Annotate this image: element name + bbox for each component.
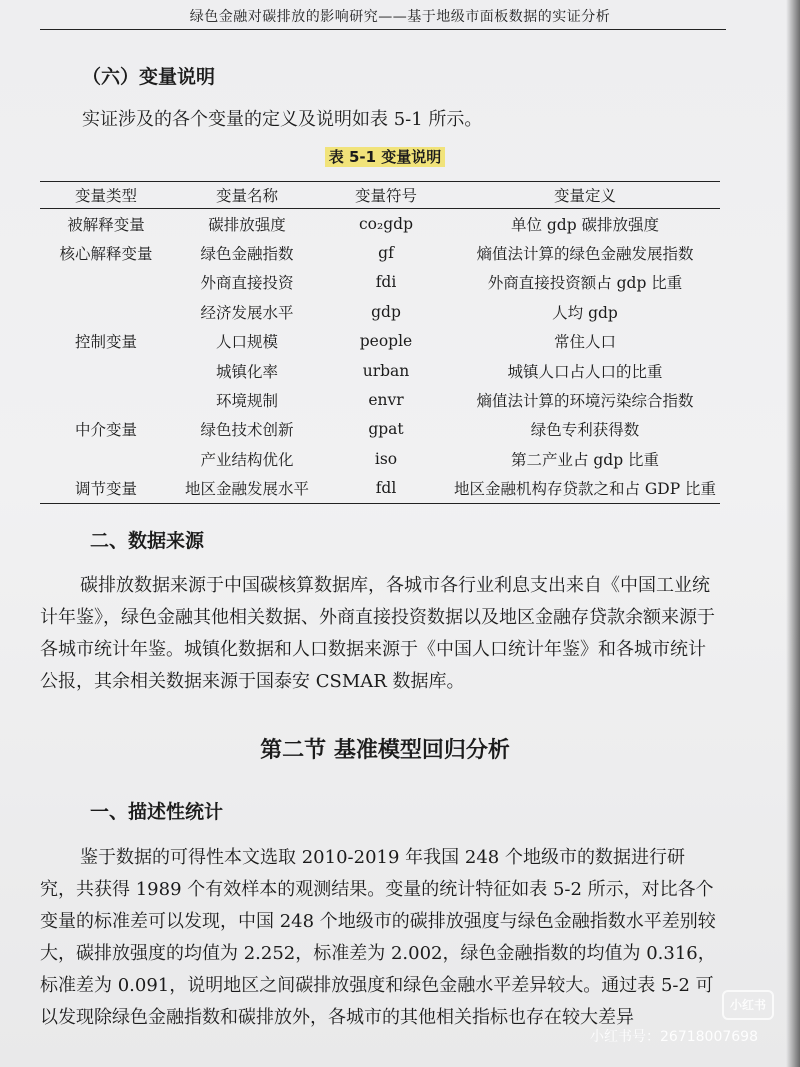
table-cell: gdp bbox=[371, 302, 401, 321]
table-cell bbox=[40, 356, 172, 385]
table-cell: 碳排放强度 bbox=[208, 215, 286, 234]
table-caption-text: 表 5-1 变量说明 bbox=[325, 147, 446, 167]
table-cell: 单位 gdp 碳排放强度 bbox=[510, 215, 660, 234]
table-cell: 熵值法计算的绿色金融发展指数 bbox=[476, 245, 694, 264]
watermark-badge: 小红书 bbox=[722, 990, 774, 1020]
table-cell: co₂gdp bbox=[359, 214, 413, 233]
table-cell: 地区金融发展水平 bbox=[172, 474, 322, 504]
table-cell: 环境规制 bbox=[215, 392, 278, 411]
table-cell: 熵值法计算的环境污染综合指数 bbox=[476, 392, 694, 411]
table-cell: 绿色技术创新 bbox=[200, 421, 294, 440]
table-cell: 外商直接投资 bbox=[200, 274, 294, 293]
table-caption bbox=[0, 146, 770, 167]
table-cell: fdi bbox=[375, 273, 397, 292]
table-cell: 常住人口 bbox=[553, 333, 616, 352]
page-edge-shadow bbox=[786, 0, 800, 1067]
table-cell: 城镇人口占人口的比重 bbox=[507, 362, 663, 381]
watermark-id-text: 小红书号：26718007698 bbox=[590, 1029, 758, 1045]
table-row bbox=[40, 415, 720, 444]
table-cell: 外商直接投资额占 gdp 比重 bbox=[487, 274, 683, 293]
table-cell: 产业结构优化 bbox=[200, 450, 294, 469]
table-cell: 绿色金融指数 bbox=[200, 245, 294, 264]
table-cell: envr bbox=[368, 391, 404, 410]
table-cell bbox=[40, 385, 172, 414]
table-cell: gpat bbox=[368, 420, 404, 439]
table-cell: 人口规模 bbox=[215, 333, 278, 352]
table-cell bbox=[40, 268, 172, 297]
table-cell bbox=[40, 444, 172, 473]
table-header-row bbox=[40, 182, 720, 209]
table-cell: 被解释变量 bbox=[67, 215, 145, 234]
table-cell bbox=[40, 297, 172, 326]
table-header-cell: 变量类型 bbox=[40, 182, 172, 209]
table-row bbox=[40, 297, 720, 326]
heading-descriptive-stats: 一、描述性统计 bbox=[90, 801, 224, 823]
table-row bbox=[40, 209, 720, 239]
running-header: 绿色金融对碳排放的影响研究——基于地级市面板数据的实证分析 bbox=[189, 9, 611, 25]
table-row bbox=[40, 238, 720, 267]
table-cell: urban bbox=[362, 361, 410, 380]
section-title: 第二节 基准模型回归分析 bbox=[260, 738, 510, 763]
table-cell: 经济发展水平 bbox=[200, 303, 294, 322]
table-row bbox=[40, 474, 720, 504]
table-header-cell: 变量名称 bbox=[172, 182, 322, 209]
table-cell: 第二产业占 gdp 比重 bbox=[510, 450, 660, 469]
table-header-cell: 变量符号 bbox=[322, 182, 450, 209]
table-cell: 核心解释变量 bbox=[59, 245, 153, 264]
table-cell: 控制变量 bbox=[74, 333, 137, 352]
heading-data-source: 二、数据来源 bbox=[90, 530, 205, 552]
intro-paragraph: 实证涉及的各个变量的定义及说明如表 5-1 所示。 bbox=[82, 109, 483, 130]
table-cell: 调节变量 bbox=[40, 474, 172, 504]
table-row bbox=[40, 385, 720, 414]
table-cell: fdl bbox=[322, 474, 450, 504]
subsection-heading-variables: （六）变量说明 bbox=[82, 66, 216, 88]
table-cell: people bbox=[359, 332, 413, 351]
table-row bbox=[40, 444, 720, 473]
table-cell: 绿色专利获得数 bbox=[530, 421, 640, 440]
table-cell: iso bbox=[374, 449, 398, 468]
table-cell: 城镇化率 bbox=[215, 362, 278, 381]
table-cell: 人均 gdp bbox=[552, 303, 618, 322]
table-row bbox=[40, 268, 720, 297]
table-header-cell: 变量定义 bbox=[450, 182, 720, 209]
table-cell: gf bbox=[378, 244, 394, 263]
descriptive-paragraph: 鉴于数据的可得性本文选取 2010-2019 年我国 248 个地级市的数据进行研究，共获得 1989 个有效样本的观测结果。变量的统计特征如表 5-2 所示，对比各个变量的标准差可以发现，中国 248 个地级市的碳排放强度与绿色金融指数水平差别较大，碳排放强度的均值为 2.252，标准差为 2.002，绿色金融指数的均值为 0.316，标准差为 0.091，说明地区之间碳排放强度和绿色金融水平差异较大。通过表 5-2 可以发现除绿色金融指数和碳排放外，各城市的其他相关指标也存在较大差异 bbox=[40, 847, 716, 1028]
table-row bbox=[40, 327, 720, 356]
table-cell: 地区金融机构存贷款之和占 GDP 比重 bbox=[450, 474, 720, 504]
table-row bbox=[40, 356, 720, 385]
header-rule bbox=[40, 29, 726, 30]
variables-table bbox=[40, 181, 720, 504]
data-source-paragraph: 碳排放数据来源于中国碳核算数据库，各城市各行业利息支出来自《中国工业统计年鉴》，绿色金融其他相关数据、外商直接投资数据以及地区金融存贷款余额来源于各城市统计年鉴。城镇化数据和人口数据来源于《中国人口统计年鉴》和各城市统计公报，其余相关数据来源于国泰安 CSMAR 数据库。 bbox=[40, 575, 715, 692]
table-cell: 中介变量 bbox=[74, 421, 137, 440]
